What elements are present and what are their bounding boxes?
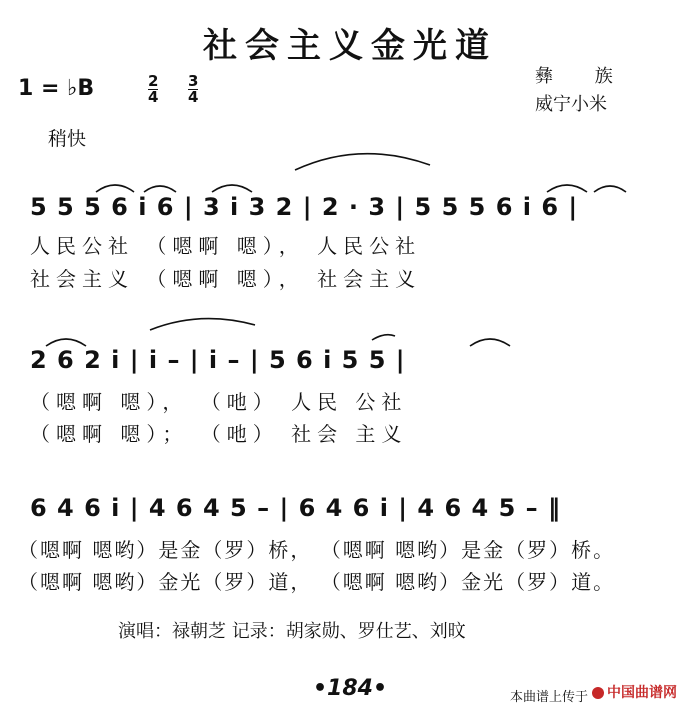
lyric-row-2-verse-1: （嗯啊 嗯）， （吔） 人民 公社 [30, 390, 408, 414]
lyric-row-3-verse-1: （嗯啊 嗯哟）是金（罗）桥， （嗯啊 嗯哟）是金（罗）桥。 [18, 538, 616, 562]
notation-row-2: 2 6 2 i | i – | i – | 5 6 i 5 5 | [30, 346, 406, 374]
slur [144, 186, 176, 192]
slur [470, 339, 510, 346]
tempo-marking: 稍快 [48, 128, 87, 150]
slur [547, 185, 587, 192]
notation-row-3: 6 4 6 i | 4 6 4 5 – | 6 4 6 i | 4 6 4 5 – ‖ [30, 494, 562, 522]
lyric-row-1-verse-1: 人民公社 （嗯啊 嗯）， 人民公社 [30, 234, 422, 258]
region: 威宁小米 [535, 94, 607, 115]
lyric-row-2-verse-2: （嗯啊 嗯）； （吔） 社会 主义 [30, 422, 408, 446]
song-title: 社会主义金光道 [203, 26, 497, 66]
upload-note: 本曲谱上传于 [510, 690, 589, 705]
ethnicity: 彝 族 [535, 66, 631, 87]
slur [212, 185, 252, 192]
time-signature-3-4: 3 4 [188, 72, 199, 106]
slur [372, 335, 395, 340]
page-number: •184• [312, 676, 388, 701]
slur [46, 339, 86, 346]
time-signature-2-4: 2 4 [148, 72, 159, 106]
lyric-row-1-verse-2: 社会主义 （嗯啊 嗯）， 社会主义 [30, 267, 422, 291]
notation-row-1: 5 5 5 6 i 6 | 3 i 3 2 | 2 · 3 | 5 5 5 6 i 6 | [30, 193, 579, 221]
slur [96, 185, 134, 192]
slur [295, 154, 430, 170]
key-signature: 1 = ♭B [18, 76, 95, 101]
slur [594, 186, 626, 192]
slur [150, 319, 255, 330]
performer-credit: 演唱：禄朝芝 记录：胡家勋、罗仕艺、刘旼 [118, 621, 466, 642]
lyric-row-3-verse-2: （嗯啊 嗯哟）金光（罗）道， （嗯啊 嗯哟）金光（罗）道。 [18, 570, 616, 594]
site-logo: 中国曲谱网 [592, 682, 677, 702]
